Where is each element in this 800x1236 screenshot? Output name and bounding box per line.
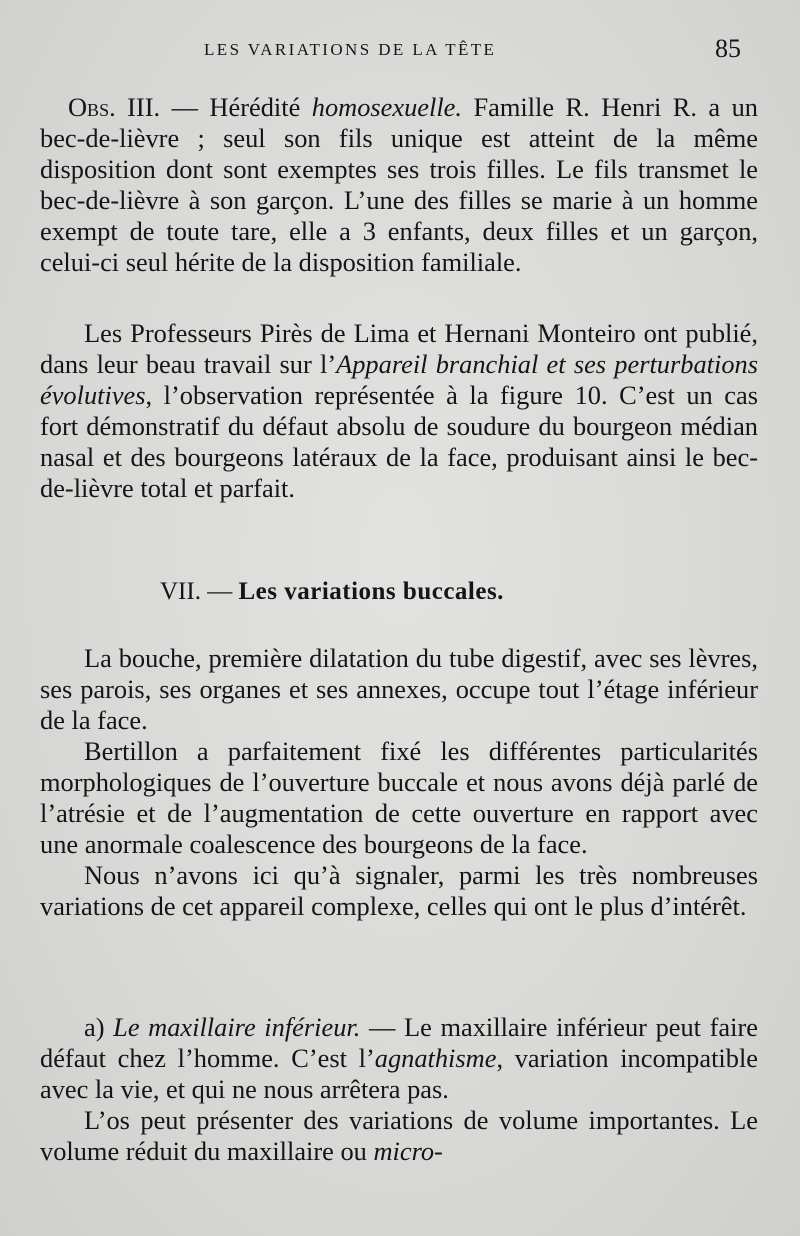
running-title: LES VARIATIONS DE LA TÊTE: [204, 40, 497, 59]
section-number: VII. —: [160, 578, 239, 605]
body-section-vii: [40, 643, 758, 922]
paragraph-bertillon: Bertillon a parfaitement fixé les différentes particularités morphologiques de l’ouverture buccale et nous avons déjà parlé de l’atrésie et de l’augmentation de cette ouverture en rapport avec une anormale coalescence des bourgeons de la face.: [40, 736, 758, 859]
obs-italic: homosexuelle.: [311, 92, 462, 122]
paragraph-professeurs: [40, 318, 758, 504]
obs-label: Obs. III.: [68, 92, 161, 122]
section-heading: [160, 578, 680, 606]
section-title: Les variations buccales.: [238, 578, 504, 605]
para6-after: , variation incompatible avec la vie, et qui ne nous arrêtera pas.: [40, 1043, 758, 1104]
para2-before: Les Professeurs Pirès de Lima et Hernani Monteiro ont publié, dans leur beau travail sur l’: [40, 318, 758, 379]
para6-middle: — Le maxillaire inférieur peut faire défaut chez l’homme. C’est l’: [40, 1012, 758, 1073]
paragraph-bouche: La bouche, première dilatation du tube digestif, avec ses lèvres, ses parois, ses organes et ses annexes, occupe tout l’étage inférieur de la face.: [40, 643, 758, 735]
para6-prefix: a): [84, 1012, 114, 1042]
para6-italic-term: agnathisme: [374, 1043, 497, 1073]
paragraph-signaler: Nous n’avons ici qu’à signaler, parmi les très nombreuses variations de cet appareil complexe, celles qui ont le plus d’intérêt.: [40, 860, 758, 921]
observation-paragraph: [40, 92, 758, 278]
para2-after: , l’observation représentée à la figure 10. C’est un cas fort démonstratif du défaut absolu de soudure du bourgeon médian nasal et des bourgeons latéraux de la face, produisant ainsi le bec-de-lièvre total et parfait.: [40, 380, 758, 503]
para6-italic-heading: Le maxillaire inférieur.: [113, 1012, 361, 1042]
paragraph-maxillaire: [40, 1012, 758, 1105]
page-number: 85: [715, 34, 741, 63]
para7-italic: micro-: [373, 1136, 443, 1166]
page-header: [200, 34, 745, 68]
obs-text: Famille R. Henri R. a un bec-de-lièvre ; seul son fils unique est atteint de la même disposition dont sont exemptes ses trois filles. Le fils transmet le bec-de-lièvre à son garçon. L’une des filles se marie à un homme exempt de toute tare, elle a 3 enfants, deux filles et un garçon, celui-ci seul hérite de la disposition familiale.: [40, 92, 759, 277]
para2-italic-title: Appareil branchial et ses perturbations évolutives: [40, 349, 758, 410]
paragraph-volume: [40, 1105, 758, 1167]
para7-before: L’os peut présenter des variations de volume importantes. Le volume réduit du maxillaire ou: [40, 1105, 758, 1166]
body-maxillaire: [40, 1012, 758, 1167]
obs-dash: — Hérédité: [160, 92, 312, 122]
